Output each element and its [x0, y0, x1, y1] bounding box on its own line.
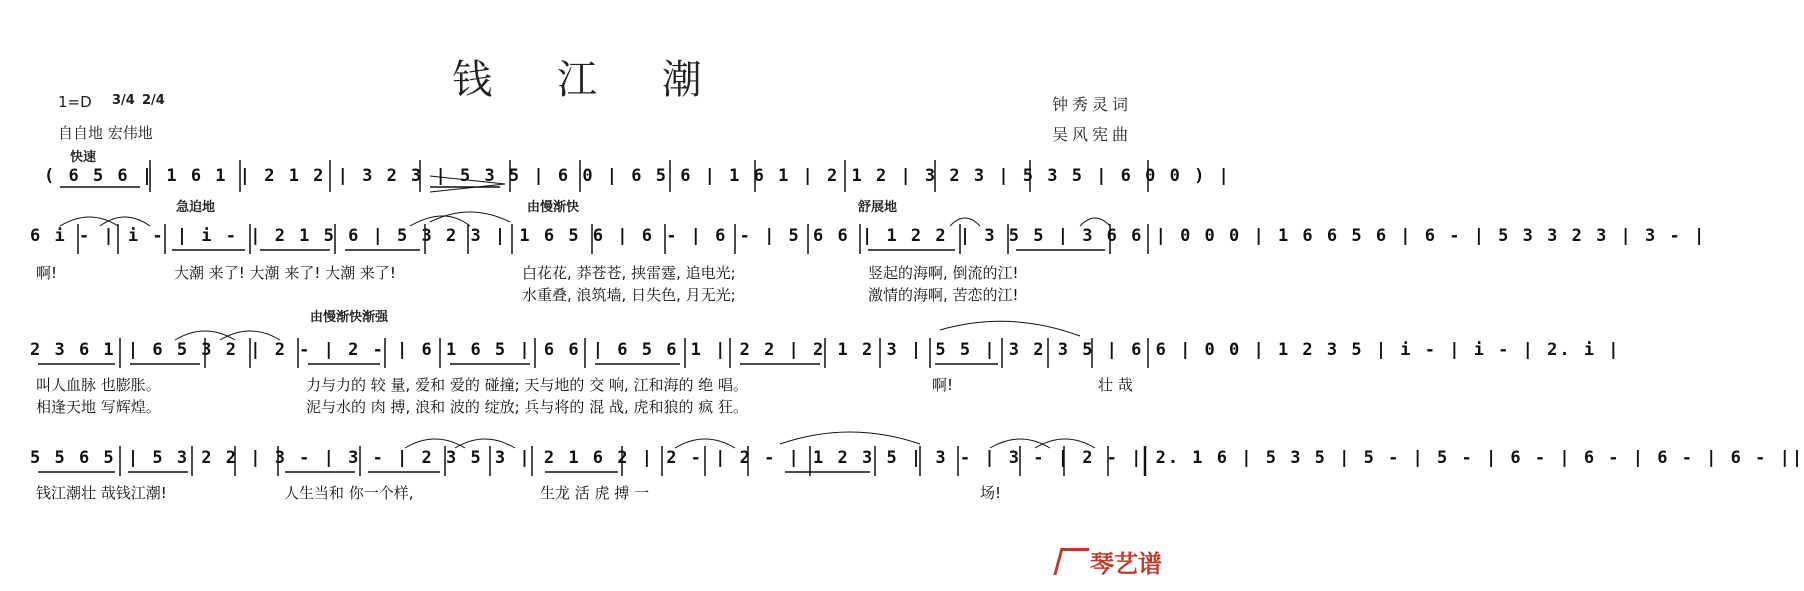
lyric-3b-verse2: 泥与水的 肉 搏, 浪和 波的 绽放; 兵与将的 混 战, 虎和狼的 疯 狂。 — [306, 398, 749, 416]
logo-text: 琴艺谱 — [1090, 550, 1162, 578]
lyric-2c-verse2: 水重叠, 浪筑墙, 日失色, 月无光; — [522, 286, 736, 304]
lyric-3d: 壮 哉 — [1098, 376, 1133, 394]
tempo-intro: 快速 — [70, 150, 97, 165]
tempo-urgent: 急迫地 — [176, 200, 216, 215]
lyric-3c: 啊! — [932, 376, 954, 394]
lyric-3b-verse1: 力与力的 较 量, 爱和 爱的 碰撞; 天与地的 交 响, 江和海的 绝 唱。 — [306, 376, 749, 394]
time-signature-a: 3/4 — [112, 93, 135, 108]
site-logo[interactable] — [1057, 544, 1162, 579]
lyric-3a-verse2: 相逢天地 写辉煌。 — [36, 398, 161, 416]
lyric-2d-verse1: 竖起的海啊, 倒流的江! — [868, 264, 1019, 282]
lyric-4c: 生龙 活 虎 搏 一 — [540, 484, 650, 502]
line-1-notes: ( 6 5 6 | 1 6 1 | 2 1 2 | 3 2 3 | 5 3 5 | 6 0 | 6 5 6 | 1 6 1 | 2 1 2 | 3 2 3 | 5 3 5 | 6 0 0 ) | — [44, 166, 1231, 186]
lyric-2b: 大潮 来了! 大潮 来了! 大潮 来了! — [174, 264, 396, 282]
tempo-relaxed: 舒展地 — [858, 200, 898, 215]
composer-credit: 吴风宪曲 — [1051, 125, 1132, 144]
song-title: 钱 江 潮 — [452, 57, 728, 103]
tempo-accel: 由慢渐快 — [527, 200, 580, 215]
logo-mark-icon — [1053, 548, 1089, 575]
lyric-3a-verse1: 叫人血脉 也膨胀。 — [36, 376, 161, 394]
lyricist-credit: 钟秀灵词 — [1051, 95, 1132, 114]
lyric-2d-verse2: 激情的海啊, 苦恋的江! — [868, 286, 1019, 304]
lyric-4b: 人生当和 你一个样, — [284, 484, 414, 502]
lyric-2a: 啊! — [36, 264, 58, 282]
line-4-notes: 5 5 6 5 | 5 3 2 2 | 3 - | 3 - | 2 3 5 3 | 2 1 6 2 | 2 - | 2 - | 1 2 3 5 | 3 - | 3 - | 2 - | 2. 1 6 | 5 3 5 | 5 - | 5 - | 6 - | 6 - | 6 - | 6 - || — [30, 448, 1804, 468]
expression-mark: 自自地 宏伟地 — [58, 124, 153, 142]
tempo-accel-cresc: 由慢渐快渐强 — [310, 310, 389, 325]
lyric-2c-verse1: 白花花, 莽苍苍, 挟雷霆, 追电光; — [522, 264, 736, 282]
lyric-4a: 钱江潮壮 哉钱江潮! — [36, 484, 167, 502]
line-2-notes: 6 i - | i - | i - | 2 1 5 6 | 5 3 2 3 | 1 6 5 6 | 6 - | 6 - | 5 6 6 | 1 2 2 | 3 5 5 | 3 6 6 | 0 0 0 | 1 6 6 5 6 | 6 - | 5 3 3 2 3 | 3 - | — [30, 226, 1707, 246]
line-3-notes: 2 3 6 1 | 6 5 3 2 | 2 - | 2 - | 6 1 6 5 | 6 6 | 6 5 6 1 | 2 2 | 2 1 2 3 | 5 5 | 3 2 3 5 | 6 6 | 0 0 | 1 2 3 5 | i - | i - | 2. i | — [30, 340, 1621, 360]
lyric-4d: 场! — [980, 484, 1002, 502]
key-signature: 1=D — [58, 93, 92, 111]
time-signature-b: 2/4 — [142, 93, 165, 108]
